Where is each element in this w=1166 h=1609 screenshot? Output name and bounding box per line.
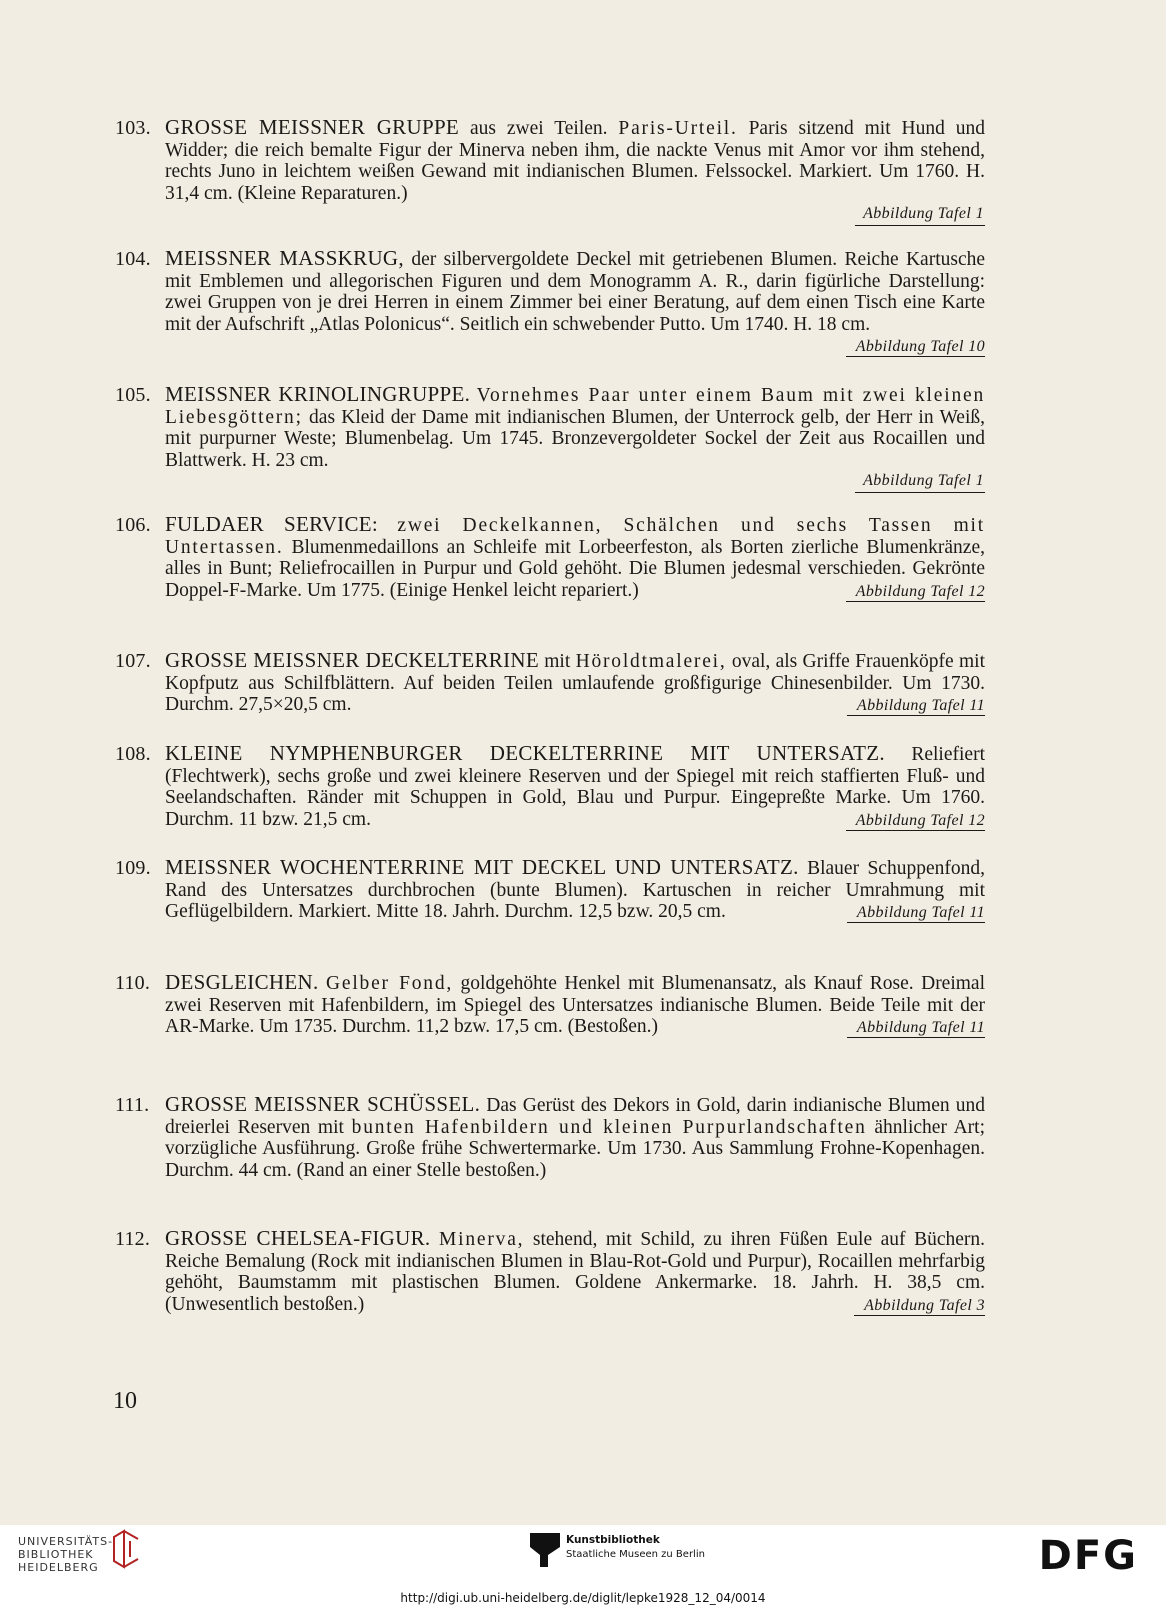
entry-title: GROSSE CHELSEA-FIGUR.: [165, 1226, 431, 1250]
entry-number: 110.: [115, 972, 151, 994]
entry-number: 111.: [115, 1094, 150, 1116]
entry-number: 107.: [115, 650, 151, 672]
entry-text-after: ähnlicher Art; vorzügliche Ausführung. Große frühe Schwertermarke. Um 1730. Aus Sammlung Frohne-Kopenhagen. Durchm. 44 cm. (Rand an einer Stelle bestoßen.): [165, 1116, 985, 1181]
kunstbibliothek-name: Kunstbibliothek: [566, 1534, 660, 1546]
permalink-url[interactable]: http://digi.ub.uni-heidelberg.de/diglit/lepke1928_12_04/0014: [400, 1591, 766, 1605]
catalog-entry-111: [115, 1094, 985, 1181]
plate-reference: Abbildung Tafel 1: [165, 471, 985, 493]
entry-text-before: Blauer Schuppenfond, Rand des Untersatzes durchbrochen (bunte Blumen). Kartuschen in reicher Umrahmung mit Geflügelbildern. Markiert. Mitte 18. Jahrh. Durchm. 12,5 bzw. 20,5 cm.: [165, 858, 985, 923]
entry-text: [165, 743, 985, 830]
entry-title: GROSSE MEISSNER DECKELTERRINE: [165, 648, 539, 672]
plate-reference: Abbildung Tafel 12: [846, 811, 985, 831]
entry-title: GROSSE MEISSNER SCHÜSSEL.: [165, 1092, 481, 1116]
university-line: HEIDELBERG: [18, 1561, 99, 1574]
entry-text-after: das Kleid der Dame mit indianischen Blumen, der Unterrock gelb, der Herr in Weiß, mit purpurner Weste; Blumenbelag. Um 1745. Bronzevergoldeter Sockel der Zeit aus Rocaillen und Blattwerk. H. 23 cm.: [165, 406, 985, 471]
entry-number: 103.: [115, 117, 151, 139]
plate-reference: Abbildung Tafel 11: [847, 903, 985, 923]
catalog-entry-106: [115, 514, 985, 602]
plate-reference: Abbildung Tafel 11: [847, 696, 985, 716]
catalog-entry-108: [115, 743, 985, 831]
entry-text: [165, 1094, 985, 1181]
plate-reference: Abbildung Tafel 3: [854, 1296, 985, 1316]
university-line: BIBLIOTHEK: [18, 1548, 94, 1561]
entry-title: MEISSNER WOCHENTERRINE MIT DECKEL UND UNTERSATZ.: [165, 855, 799, 879]
entry-text: [165, 117, 985, 226]
dfg-logo[interactable]: DFG: [1038, 1533, 1138, 1579]
entry-number: 104.: [115, 248, 151, 270]
catalog-entry-110: [115, 972, 985, 1038]
entry-number: 108.: [115, 743, 151, 765]
entry-spaced-text: bunten Hafenbildern und kleinen Purpurlandschaften: [351, 1116, 867, 1138]
entry-number: 112.: [115, 1228, 151, 1250]
entry-title: MEISSNER KRINOLINGRUPPE.: [165, 382, 471, 406]
catalog-entry-105: [115, 384, 985, 493]
entry-text-after: Blumenmedaillons an Schleife mit Lorbeerfeston, als Borten zierliche Blumenkränze, alles in Bunt; Reliefrocaillen in Purpur und Gold gehöht. Die Blumen jedesmal verschieden. Gekrönte Doppel-F-Marke. Um 1775. (Einige Henkel leicht repariert.): [165, 536, 985, 601]
entry-title: KLEINE NYMPHENBURGER DECKELTERRINE MIT UNTERSATZ.: [165, 741, 885, 765]
entry-spaced-text: Höroldtmalerei,: [575, 651, 727, 672]
entry-number: 105.: [115, 384, 151, 406]
entry-spaced-text: zwei Deckelkannen, Schälchen und sechs Tassen mit Untertassen.: [165, 515, 985, 558]
entry-text-after: stehend, mit Schild, zu ihren Füßen Eule auf Büchern. Reiche Bemalung (Rock mit indianischen Blumen in Blau-Rot-Gold und Purpur), Rocaillen mehrfarbig gehöht, Baumstamm mit plastischen Blumen. Goldene Ankermarke. 18. Jahrh. H. 38,5 cm. (Unwesentlich bestoßen.): [165, 1229, 986, 1315]
entry-number: 106.: [115, 514, 151, 536]
digitization-footer: [0, 1525, 1166, 1609]
entry-spaced-text: Minerva,: [439, 1229, 525, 1250]
entry-text: [165, 972, 985, 1038]
plate-reference: Abbildung Tafel 10: [846, 337, 985, 357]
university-logo-icon[interactable]: [110, 1527, 144, 1571]
university-library-label[interactable]: [18, 1535, 113, 1574]
entry-text-before: Reliefiert (Flechtwerk), sechs große und zwei kleinere Reserven und der Spiegel mit reich staffierten Fluß- und Seelandschaften. Ränder mit Schuppen in Gold, Blau und Purpur. Eingepreßte Marke. Um 1760. Durchm. 11 bzw. 21,5 cm.: [165, 744, 985, 830]
catalog-entry-107: [115, 650, 985, 716]
entry-text-after: oval, als Griffe Frauenköpfe mit Kopfputz aus Schilfblättern. Auf beiden Teilen umlaufende großfigurige Chinesenbilder. Um 1730. Durchm. 27,5×20,5 cm.: [165, 651, 985, 716]
kunstbibliothek-label[interactable]: [566, 1533, 705, 1562]
catalog-entry-103: [115, 117, 985, 226]
plate-reference: Abbildung Tafel 12: [846, 582, 985, 602]
entry-title: GROSSE MEISSNER GRUPPE: [165, 115, 460, 139]
entry-text-before: aus zwei Teilen.: [459, 118, 619, 139]
page-number: 10: [113, 1388, 137, 1414]
entry-text: GROSSE MEISSNER DECKELTERRINE mit Höroldtmalerei, oval, als Griffe Frauenköpfe mit Kopfputz aus Schilfblättern. Auf beiden Teilen umlaufende großfigurige Chinesenbilder. Um 1730. Durchm. 27,5×20,5 cm. Abbildung Tafel 11: [165, 648, 985, 716]
catalog-entry-112: [115, 1228, 985, 1316]
kunstbibliothek-logo-icon[interactable]: [530, 1533, 560, 1567]
entry-title: DESGLEICHEN.: [165, 970, 319, 994]
catalog-entry-109: [115, 857, 985, 923]
entry-text-before: der silbervergoldete Deckel mit getriebenen Blumen. Reiche Kartusche mit Emblemen und allegorischen Figuren und dem Monogramm A. R., darin figürliche Darstellung: zwei Gruppen von je drei Herren in einem Zimmer bei einer Beratung, auf dem einen Tisch eine Karte mit der Aufschrift „Atlas Polonicus“. Seitlich ein schwebender Putto. Um 1740. H. 18 cm.: [165, 249, 986, 335]
entry-spaced-text: Vornehmes Paar unter einem Baum mit zwei kleinen Liebesgöttern;: [165, 385, 986, 428]
entry-spaced-text: Paris-Urteil.: [618, 118, 738, 139]
entry-text: [165, 1228, 985, 1315]
catalog-entry-104: [115, 248, 985, 357]
entry-number: 109.: [115, 857, 151, 879]
entry-title: FULDAER SERVICE:: [165, 512, 379, 536]
entry-spaced-text: Gelber Fond,: [325, 973, 454, 994]
university-line: UNIVERSITÄTS-: [18, 1535, 114, 1548]
entry-text-after: goldgehöhte Henkel mit Blumenansatz, als Knauf Rose. Dreimal zwei Reserven mit Hafenbildern, im Spiegel des Untersatzes indianische Blumen. Beide Teile mit der AR-Marke. Um 1735. Durchm. 11,2 bzw. 17,5 cm. (Bestoßen.): [165, 973, 985, 1038]
entry-title: MEISSNER MASSKRUG,: [165, 246, 404, 270]
entry-text: [165, 384, 985, 493]
plate-reference: Abbildung Tafel 11: [847, 1018, 985, 1038]
plate-reference: Abbildung Tafel 1: [165, 204, 985, 226]
entry-text-after: Paris sitzend mit Hund und Widder; die reich bemalte Figur der Minerva neben ihm, die nackte Venus mit Amor vor ihm stehend, rechts Juno in leichtem weißen Gewand mit indianischen Blumen. Felssockel. Markiert. Um 1760. H. 31,4 cm. (Kleine Reparaturen.): [165, 118, 985, 204]
kunstbibliothek-subtitle: Staatliche Museen zu Berlin: [566, 1549, 705, 1560]
entry-text: [165, 514, 985, 601]
entry-text: [165, 246, 986, 356]
entry-text-before: Das Gerüst des Dekors in Gold, darin indianische Blumen und dreierlei Reserven mit: [165, 1095, 986, 1138]
entry-text: [165, 857, 985, 923]
